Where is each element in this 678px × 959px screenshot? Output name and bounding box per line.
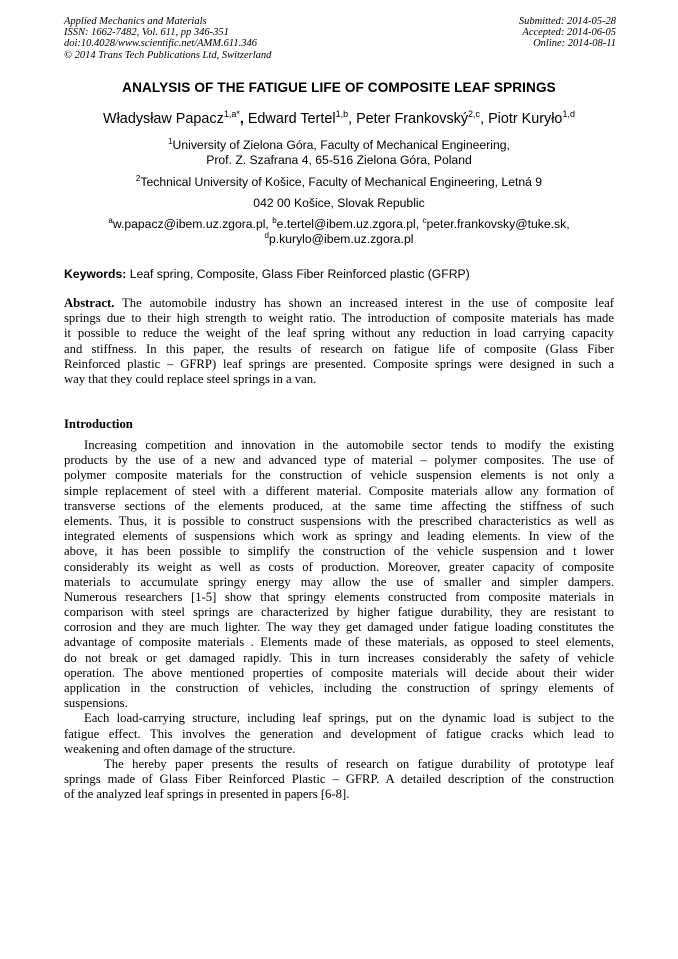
author-affiliation-mark: 1,a* (223, 109, 240, 119)
body-line: elements. Thus, it is possible to construct suspensions with the prescribed characteristics as well as (64, 513, 614, 528)
introduction-body (64, 438, 614, 803)
body-line: operation. The above mentioned properties of composite materials will decide about their wider (64, 665, 614, 680)
journal-info (64, 16, 271, 61)
author-affiliation-mark: 1,b (335, 109, 349, 119)
abstract-line: it possible to reduce the weight of the leaf spring without any reduction in load carrying capacity (64, 326, 614, 341)
copyright-line: © 2014 Trans Tech Publications Ltd, Switzerland (64, 49, 272, 61)
email-address[interactable]: e.tertel@ibem.uz.zgora.pl, (276, 217, 420, 231)
keywords (64, 267, 470, 281)
body-line: corrosion and they are much lighter. The way they get damaged under fatigue loading constitutes the (64, 620, 614, 635)
body-line: suspensions. (64, 696, 128, 711)
body-line: comparison with steel springs are characterized by higher fatigue durability, they are resistant to (64, 605, 614, 620)
doi-line: doi:10.4028/www.scientific.net/AMM.611.346 (64, 38, 257, 50)
body-line: Increasing competition and innovation in the automobile sector tends to modify the existing (84, 438, 614, 452)
email-address[interactable]: w.papacz@ibem.uz.zgora.pl, (112, 217, 269, 231)
body-line: polymer composite materials for the construction of vehicle suspension elements is not only a (64, 468, 614, 483)
body-line: application in the construction of vehicles, including the construction of springy elements of (64, 681, 614, 695)
affiliation-mark: 1 (168, 137, 173, 146)
author-separator: , (348, 111, 357, 127)
abstract-line: and stiffness. In this paper, the results of research on fatigue life of composite (Glass Fiber (64, 341, 614, 356)
affiliation-2 (0, 175, 678, 190)
abstract-label: Abstract. (64, 296, 115, 310)
accepted-date: Accepted: 2014-06-05 (522, 27, 616, 39)
author-affiliation-mark: 2,c (468, 109, 481, 119)
abstract (64, 296, 614, 387)
paper-title: ANALYSIS OF THE FATIGUE LIFE OF COMPOSITE LEAF SPRINGS (122, 80, 556, 95)
abstract-line: way that they could replace steel springs in a van. (64, 371, 317, 386)
body-line: weakening and often damage of the structure. (64, 741, 296, 756)
body-line: advantage of composite materials . Elements made of these materials, as opposed to steel elements, (64, 635, 614, 650)
body-line: do not break or get damaged rapidly. This in turn increases considerably the safety of vehicle (64, 650, 614, 665)
body-line: simple replacement of steel with a different material. Composite materials allow any formation of (64, 483, 614, 498)
abstract-line: Abstract. The automobile industry has shown an increased interest in the use of composite leaf (64, 296, 614, 310)
body-line: Numerous researchers [1-5] show that springy elements constructed from composite materials in (64, 589, 614, 604)
email-address[interactable]: p.kurylo@ibem.uz.zgora.pl (268, 232, 414, 246)
affiliation-2-address (0, 196, 678, 211)
author-name: Edward Tertel (247, 111, 336, 127)
abstract-line: Reinforced plastic – GFRP) leaf springs are presented. Composite springs were designed in such a (64, 356, 614, 371)
body-line: Each load-carrying structure, including leaf springs, put on the dynamic load is subject to the (84, 711, 614, 726)
body-line: of the analyzed leaf springs in presented in papers [6-8]. (64, 787, 350, 802)
body-line: integrated elements of suspensions which work as springy and leading elements. In view of the (64, 529, 614, 544)
affiliation-1 (0, 138, 678, 168)
body-line: The hereby paper presents the results of research on fatigue durability of prototype leaf (104, 756, 614, 771)
email-list: $^a$w.papacz@ibem.uz.zgora.pl, $^b$e.tertel@ibem.uz.zgora.pl, $^c$peter.frankovsky@tuke.sk, $^d$p.kurylo@ibem.uz.zgora.pl (108, 216, 570, 246)
affiliation-mark: 2 (135, 174, 141, 183)
body-line: considerably its weight as well as costs of production. Moreover, greater capacity of composite (64, 559, 614, 574)
author-separator: , (239, 111, 248, 127)
affiliation-line: 042 00 Košice, Slovak Republic (253, 196, 425, 210)
body-line: springs made of Glass Fiber Reinforced Plastic – GFRP. A detailed description of the construction (64, 772, 614, 787)
body-line: materials to accumulate springy energy may allow the use of smaller and simpler dampers. (64, 574, 614, 589)
email-address[interactable]: peter.frankovsky@tuke.sk, (426, 217, 570, 231)
keywords-label: Keywords: (64, 267, 127, 281)
author-name: Władysław Papacz (103, 111, 224, 127)
abstract-line: springs due to their high strength to weight ratio. The introduction of composite materials has made (64, 311, 614, 326)
author-name: Piotr Kuryło (488, 111, 563, 127)
online-date: Online: 2014-08-11 (533, 38, 616, 50)
author-separator: , (480, 111, 489, 127)
affiliation-line: University of Zielona Góra, Faculty of Mechanical Engineering, (172, 138, 510, 152)
issn-line: ISSN: 1662-7482, Vol. 611, pp 346-351 (64, 27, 229, 39)
author-name: Peter Frankovský (356, 111, 469, 127)
submission-dates (519, 16, 616, 50)
author-list (0, 111, 678, 127)
keywords-text: Leaf spring, Composite, Glass Fiber Reinforced plastic (GFRP) (129, 267, 470, 281)
author-affiliation-mark: 1,d (562, 109, 575, 119)
affiliation-line: Prof. Z. Szafrana 4, 65-516 Zielona Góra, Poland (206, 153, 472, 167)
journal-name: Applied Mechanics and Materials (64, 16, 207, 27)
section-heading: Introduction (64, 417, 133, 431)
body-line: products by the use of a new and advanced type of material – polymer composites. The use of (64, 453, 614, 468)
submitted-date: Submitted: 2014-05-28 (518, 16, 616, 27)
body-line: fatigue effect. This involves the generation and development of fatigue cracks which lead to (64, 726, 614, 741)
affiliation-line: Technical University of Košice, Faculty of Mechanical Engineering, Letná 9 (140, 175, 543, 189)
body-line: above, it has been possible to simplify the construction of the vehicle suspension and t lower (64, 544, 614, 559)
body-line: transverse sections of the elements produced, at the same time affecting the stiffness of such (64, 498, 614, 513)
